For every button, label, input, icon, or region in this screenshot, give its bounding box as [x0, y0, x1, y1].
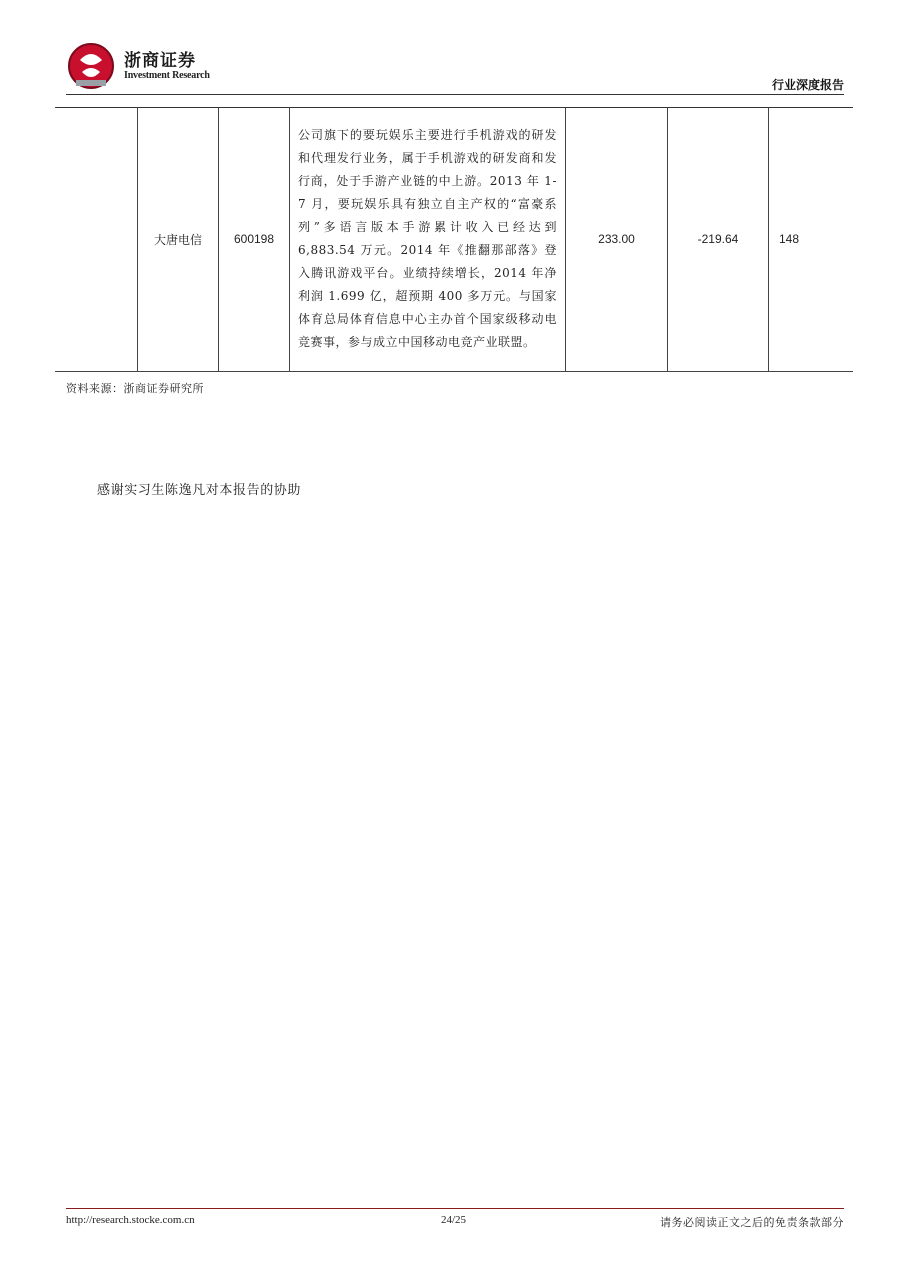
page-header [66, 40, 854, 100]
footer-disclaimer: 请务必阅读正文之后的免责条款部分 [660, 1216, 844, 1229]
table-cell-company: 大唐电信 [138, 108, 219, 371]
table-cell-value-3: 148 [769, 108, 854, 371]
report-type-label: 行业深度报告 [771, 78, 844, 92]
table-cell-code: 600198 [219, 108, 290, 371]
zheshang-logo-icon [66, 40, 116, 90]
acknowledgement-text: 感谢实习生陈逸凡对本报告的协助 [97, 483, 302, 498]
brand-name-en: Investment Research [124, 70, 210, 81]
brand-name-cn: 浙商证券 [124, 51, 196, 71]
stock-table [55, 108, 853, 372]
table-cell-value-1: 233.00 [566, 108, 668, 371]
source-note: 资料来源：浙商证券研究所 [66, 382, 204, 395]
footer-divider [66, 1208, 844, 1209]
table-cell-value-2: -219.64 [668, 108, 769, 371]
header-divider [66, 94, 844, 95]
page-number: 24/25 [441, 1214, 467, 1226]
table-cell-description: 公司旗下的要玩娱乐主要进行手机游戏的研发和代理发行业务，属于手机游戏的研发商和发行商，处于手游产业链的中上游。2013 年 1-7 月，要玩娱乐具有独立自主产权的“富豪系列”多语言版本手游累计收入已经达到 6,883.54 万元。2014 年《推翻那部落》登入腾讯游戏平台。业绩持续增长，2014 年净利润 1.699 亿，超预期 400 多万元。与国家体育总局体育信息中心主办首个国家级移动电竞赛事，参与成立中国移动电竞产业联盟。 [290, 108, 566, 371]
footer-url-link[interactable]: http://research.stocke.com.cn [66, 1214, 195, 1226]
table-row [55, 108, 853, 371]
table-cell-category [55, 108, 138, 371]
